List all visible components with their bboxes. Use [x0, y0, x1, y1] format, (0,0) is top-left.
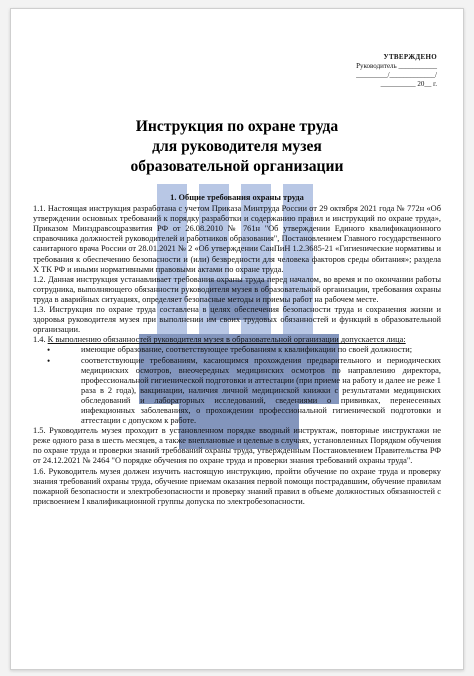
- document-page: [10, 8, 464, 670]
- paragraph-1-5: 1.5. Руководитель музея проходит в установленном порядке вводный инструктаж, повторные инструктажи не реже одного раза в шесть месяцев, а также внеплановые и целевые в случаях, установленных Порядком обучения по охране труда и проверки знаний требований охраны труда, утвержденным Постановлением Правительства РФ от 24.12.2021 № 2464 "О порядке обучения по охране труда и проверки знания требований охраны труда".: [33, 426, 441, 466]
- requirements-list: [33, 345, 441, 426]
- paragraph-1-3: 1.3. Инструкция по охране труда составлена в целях обеспечения безопасности труда и сохранения жизни и здоровья руководителя музея при выполнении им своих трудовых обязанностей и функций в образовательной организации.: [33, 305, 441, 335]
- paragraph-1-4-number: 1.4.: [33, 335, 48, 345]
- document-title-line-2: для руководителя музея: [152, 138, 322, 155]
- list-item: • имеющие образование, соответствующее требованиям к квалификации по своей должности;: [81, 345, 441, 355]
- paragraph-1-6: 1.6. Руководитель музея должен изучить настоящую инструкцию, пройти обучение по охране труда и проверку знания требований охраны труда, обучение приемам оказания первой помощи пострадавшим, обучение правилам пожарной безопасности и электробезопасности и проверку знаний правил в объеме должностных обязанностей с присвоением I квалификационной группы допуска по электробезопасности.: [33, 466, 441, 506]
- approval-title: УТВЕРЖДЕНО: [383, 53, 437, 61]
- paragraph-1-1: 1.1. Настоящая инструкция разработана с учетом Приказа Минтруда России от 29 октября 2021 года № 772н «Об утверждении основных требований к порядку разработки и содержанию правил и инструкций по охране труда», Приказом Минздравсоцразвития РФ от 26.08.2010 № 761н "Об утверждении Единого квалификационного справочника должностей руководителей и работников образования", Постановлением Главного государственного санитарного врача России от 28.01.2021 № 2 «Об утверждении СанПиН 1.2.3685-21 «Гигиенические нормативы и требования к обеспечению безопасности и (или) безвредности для человека факторов среды обитания»; раздела Х ТК РФ и иными нормативными правовыми актами по охране труда.: [33, 204, 441, 274]
- approval-signature-line: _________/_____________/: [356, 71, 437, 79]
- document-body: [33, 193, 441, 507]
- approval-block: [287, 53, 437, 89]
- section-heading: 1. Общие требования охраны труда: [170, 193, 304, 202]
- document-title: [11, 117, 463, 177]
- paragraph-1-2: 1.2. Данная инструкция устанавливает требования охраны труда перед началом, во время и по окончании работы сотрудника, выполняющего обязанности руководителя музея в образовательной организации, требования охраны труда в аварийных ситуациях, определяет безопасные методы и приемы работ на рабочем месте.: [33, 274, 441, 304]
- paragraph-1-4-text: К выполнению обязанностей руководителя музея в образовательной организации допускается лица:: [47, 335, 406, 345]
- document-title-line-3: образовательной организации: [130, 158, 344, 175]
- approval-role-line: Руководитель ___________: [356, 62, 437, 70]
- list-item: • соответствующие требованиям, касающимся прохождения предварительного и периодических медицинских осмотров, внеочередных медицинских осмотров по направлению директора, профессиональной гигиенической подготовки и аттестации (при приеме на работу и далее не реже 1 раза в 2 года), вакцинации, наличия личной медицинской книжки с результатами медицинских обследований и лабораторных исследований, сведениями о прививках, перенесенных инфекционных заболеваниях, о прохождении профессиональной гигиенической подготовки и аттестации с допуском к работе.: [81, 356, 441, 427]
- paragraph-1-4: [33, 335, 441, 345]
- document-title-line-1: Инструкция по охране труда: [135, 118, 339, 135]
- approval-date-line: __________ 20__ г.: [380, 80, 437, 88]
